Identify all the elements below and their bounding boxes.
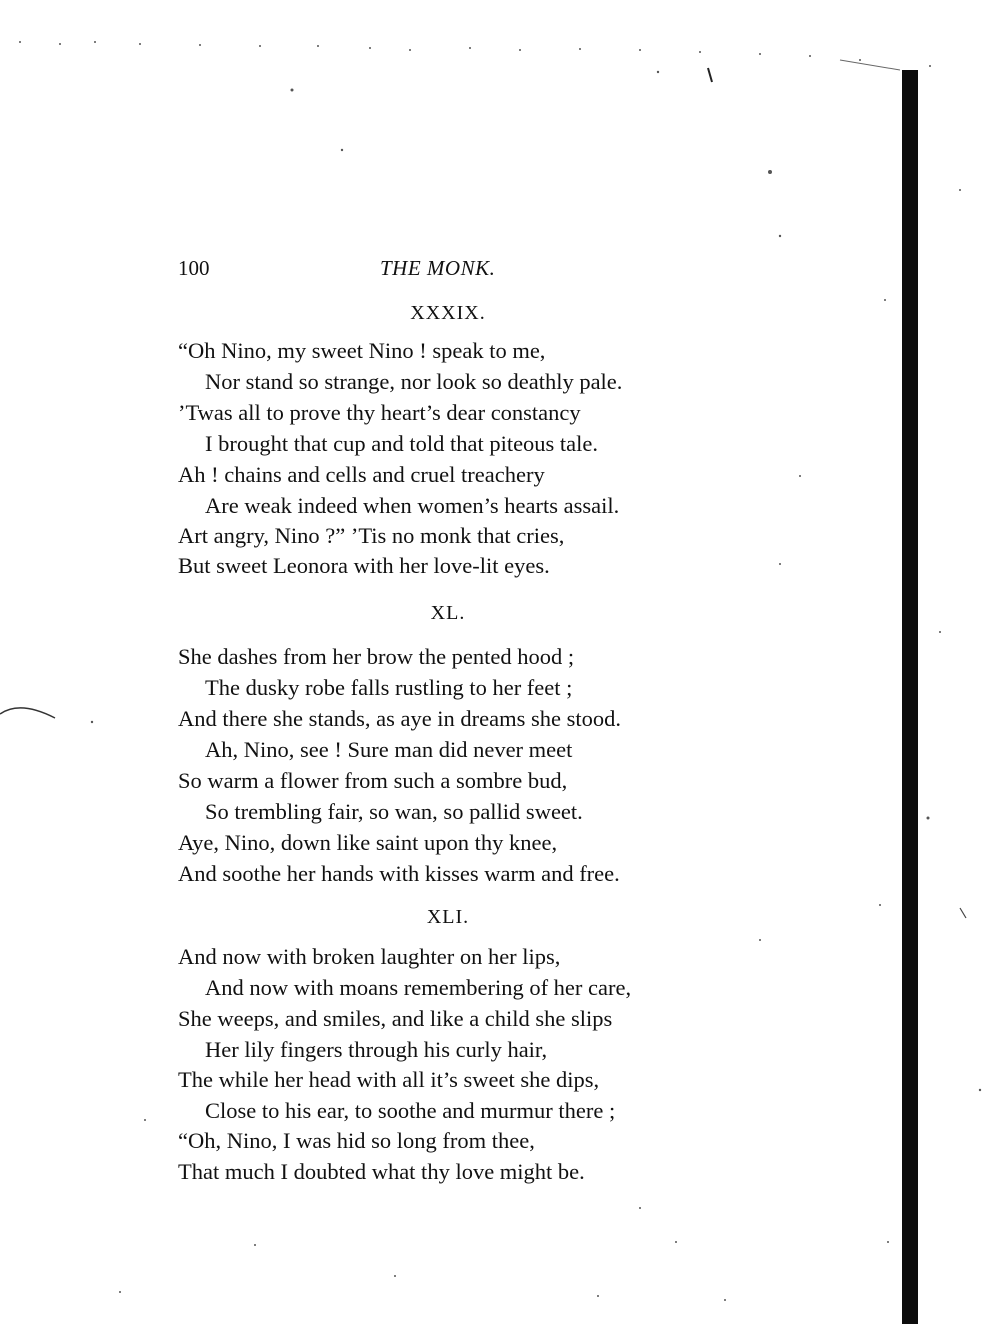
verse-line: I brought that cup and told that piteous tale.: [205, 431, 599, 456]
verse-line: And soothe her hands with kisses warm and free.: [178, 861, 620, 886]
verse-line: “Oh Nino, my sweet Nino ! speak to me,: [178, 338, 546, 363]
page-number: 100: [178, 256, 210, 280]
verse-line: Aye, Nino, down like saint upon thy knee,: [178, 830, 558, 855]
verse-line: She dashes from her brow the pented hood ;: [178, 644, 575, 669]
verse-line: The while her head with all it’s sweet she dips,: [178, 1067, 600, 1092]
verse-line: Close to his ear, to soothe and murmur there ;: [205, 1098, 616, 1123]
verse-line: And there she stands, as aye in dreams she stood.: [178, 706, 622, 731]
verse-line: So trembling fair, so wan, so pallid sweet.: [205, 799, 583, 824]
verse-line: And now with moans remembering of her care,: [205, 975, 632, 1000]
verse-line: Ah, Nino, see ! Sure man did never meet: [205, 737, 573, 762]
stanza-numeral: XL.: [430, 602, 466, 624]
verse-line: Her lily fingers through his curly hair,: [205, 1037, 548, 1062]
verse-line: She weeps, and smiles, and like a child she slips: [178, 1006, 613, 1031]
verse-line: Nor stand so strange, nor look so deathly pale.: [205, 369, 623, 394]
stanza-numeral: XXXIX.: [410, 302, 486, 324]
verse-line: ’Twas all to prove thy heart’s dear constancy: [178, 400, 581, 425]
verse-line: Ah ! chains and cells and cruel treachery: [178, 462, 545, 487]
verse-line: “Oh, Nino, I was hid so long from thee,: [178, 1128, 535, 1153]
verse-line: So warm a flower from such a sombre bud,: [178, 768, 568, 793]
verse-line: Art angry, Nino ?” ’Tis no monk that cries,: [178, 523, 565, 548]
verse-line: That much I doubted what thy love might be.: [178, 1159, 585, 1184]
spine-shadow: [902, 70, 918, 1324]
verse-line: The dusky robe falls rustling to her feet ;: [205, 675, 573, 700]
stanza-numeral: XLI.: [426, 906, 470, 928]
verse-line: And now with broken laughter on her lips,: [178, 944, 561, 969]
verse-line: But sweet Leonora with her love-lit eyes.: [178, 553, 550, 578]
verse-line: Are weak indeed when women’s hearts assail.: [205, 493, 620, 518]
running-title: THE MONK.: [380, 256, 496, 280]
running-head: [178, 256, 698, 286]
